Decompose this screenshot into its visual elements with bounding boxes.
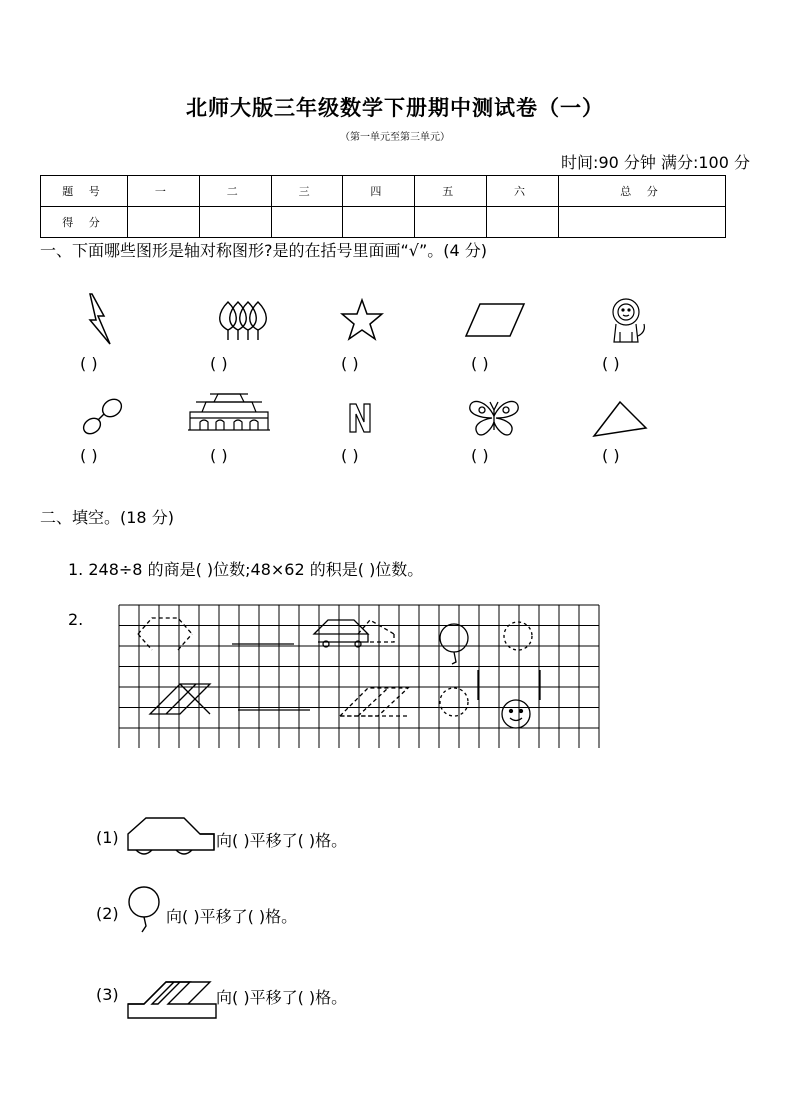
table-cell: 总 分 (558, 176, 725, 207)
stripe-shape-icon (126, 970, 218, 1022)
table-cell: 二 (199, 176, 271, 207)
trees-icon (214, 296, 272, 344)
score-table-score-row (41, 207, 726, 238)
table-cell: 五 (415, 176, 487, 207)
question-2-label: 2. (68, 610, 84, 629)
answer-paren[interactable]: ( ) (602, 446, 620, 465)
sub3-answer[interactable]: 向( )平移了( )格。 (216, 988, 348, 1007)
table-cell: 六 (487, 176, 559, 207)
score-input-cell[interactable] (343, 207, 415, 238)
balloon-icon (126, 884, 166, 938)
score-table-header-row (41, 176, 726, 207)
table-cell: 题 号 (41, 176, 128, 207)
score-input-cell[interactable] (415, 207, 487, 238)
star-icon (340, 298, 384, 342)
score-input-cell[interactable] (271, 207, 343, 238)
car-icon (126, 814, 218, 860)
answer-paren[interactable]: ( ) (341, 354, 359, 373)
section1-heading: 一、下面哪些图形是轴对称图形?是的在括号里面画“√”。(4 分) (40, 241, 488, 260)
answer-paren[interactable]: ( ) (80, 446, 98, 465)
sub2-label: (2) (96, 904, 119, 923)
butterfly-icon (466, 396, 522, 440)
translation-grid (118, 604, 600, 748)
answer-paren[interactable]: ( ) (210, 446, 228, 465)
score-table (40, 175, 726, 238)
sub1-answer[interactable]: 向( )平移了( )格。 (216, 831, 348, 850)
score-input-cell[interactable] (128, 207, 200, 238)
score-input-cell[interactable] (558, 207, 725, 238)
time-info: 时间:90 分钟 满分:100 分 (561, 153, 750, 172)
answer-paren[interactable]: ( ) (210, 354, 228, 373)
answer-paren[interactable]: ( ) (80, 354, 98, 373)
table-cell: 一 (128, 176, 200, 207)
answer-paren[interactable]: ( ) (341, 446, 359, 465)
answer-paren[interactable]: ( ) (471, 354, 489, 373)
table-cell: 三 (271, 176, 343, 207)
leaf-icon (80, 396, 126, 438)
lightning-icon (82, 292, 118, 348)
gate-building-icon (186, 388, 272, 434)
question-1: 1. 248÷8 的商是( )位数;48×62 的积是( )位数。 (68, 560, 424, 579)
sub2-answer[interactable]: 向( )平移了( )格。 (166, 907, 298, 926)
score-input-cell[interactable] (487, 207, 559, 238)
answer-paren[interactable]: ( ) (471, 446, 489, 465)
table-cell: 四 (343, 176, 415, 207)
table-cell: 得 分 (41, 207, 128, 238)
page-title: 北师大版三年级数学下册期中测试卷（一） (186, 96, 604, 120)
parallelogram-icon (464, 302, 526, 338)
answer-paren[interactable]: ( ) (602, 354, 620, 373)
page-subtitle: （第一单元至第三单元） (340, 132, 450, 143)
score-input-cell[interactable] (199, 207, 271, 238)
sub1-label: (1) (96, 828, 119, 847)
letter-n-icon (348, 402, 372, 434)
section2-heading: 二、填空。(18 分) (40, 508, 174, 527)
sub3-label: (3) (96, 985, 119, 1004)
lion-icon (606, 296, 650, 346)
triangle-icon (590, 398, 650, 440)
